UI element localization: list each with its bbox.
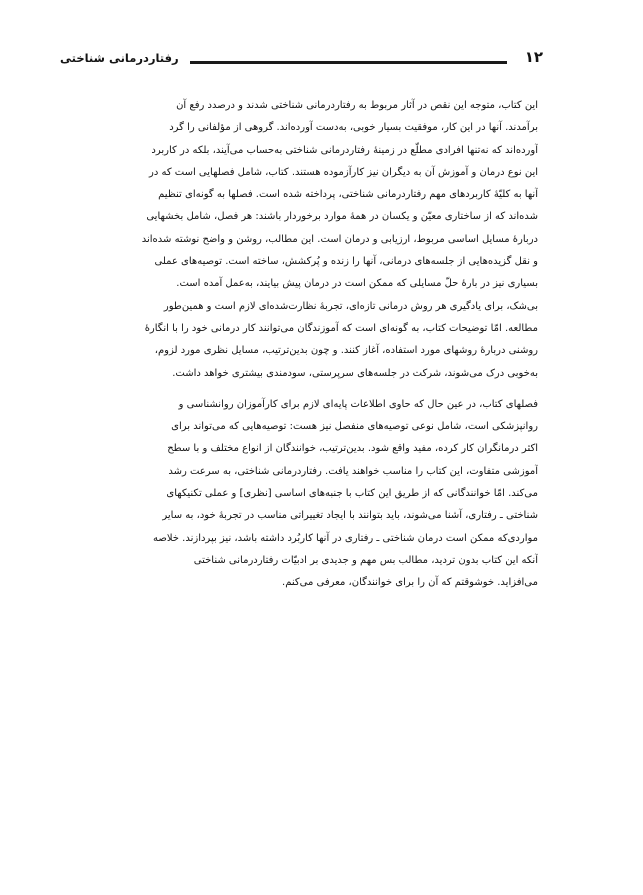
text-line: و نقل گزیده‌هایی از جلسه‌های درمانی، آنها را زنده و پُرکشش، ساخته است. توصیه‌های عملی [154, 256, 538, 268]
text-line: به‌خوبی درک می‌شوند، شرکت در جلسه‌های سرپرستی، سودمندی بیشتری خواهد داشت. [172, 367, 538, 379]
text-line: روانپزشکی است، شامل نوعی توصیه‌های منفصل نیز هست: توصیه‌هایی که می‌تواند برای [171, 421, 538, 433]
text-line: می‌کند. امّا خوانندگانی که از طریق این کتاب با جنبه‌های اساسی [نظری] و عملی تکنیکهای [166, 488, 538, 500]
text-line: شناختی ـ رفتاری، آشنا می‌شوند، باید بتوانند با ایجاد تغییراتی مناسب در تجربهٔ خود، به سایر [162, 510, 538, 522]
text-line: آنکه این کتاب بدون تردید، مطالب بس مهم و جدیدی بر ادبیّات رفتاردرمانی شناختی [193, 554, 538, 566]
paragraph-gap [80, 385, 538, 394]
text-line: می‌افزاید. خوشوقتم که آن را برای خوانندگان، معرفی می‌کنم. [282, 577, 538, 589]
text-line: شده‌اند که از ساختاری معیّن و یکسان در همهٔ موارد برخوردار باشند: هر فصل، شامل بخشهایی [146, 211, 538, 223]
text-line: مواردی‌که ممکن است درمان شناختی ـ رفتاری در آنها کاربُرد داشته باشد، نیز بپردازند. خلاصه [152, 532, 538, 544]
text-line: مطالعه. امّا توضیحات کتاب، به گونه‌ای است که آموزندگان می‌توانند کار درمانی خود را با انگارهٔ [144, 322, 538, 334]
text-line: این نوع درمان و آموزش آن به دیگران نیز کارآزموده هستند. کتاب، شامل فصلهایی است که در [149, 166, 538, 178]
text-line: فصلهای کتاب، در عین حال که حاوی اطلاعات پایه‌ای لازم برای کارآموزان روانشناسی و [178, 398, 538, 410]
text-line: آنها به کلیّهٔ کاربردهای مهم رفتار‌درمانی شناختی، پرداخته شده است. فصلها به گونه‌ای تنظیم [158, 189, 538, 201]
paragraph-1 [80, 95, 538, 385]
text-line: آموزشی متفاوت، این کتاب را مناسب خواهند یافت. رفتاردرمانی شناختی، به سرعت رشد [168, 465, 538, 477]
text-line: اکثر درمانگران کار کرده، مفید واقع شود. بدین‌ترتیب، خوانندگان از انواع مختلف و با سطح [167, 443, 538, 455]
text-line: دربارهٔ مسایل اساسی مربوط، ارزیابی و درمان است. این مطالب، روشن و واضح نوشته شده‌اند [141, 233, 538, 245]
text-line: بسیاری نیز در بارهٔ حلّ مسایلی که ممکن است در درمان پیش بیایند، به‌عمل آمده است. [176, 278, 538, 290]
text-line: بی‌شک، برای یادگیری هر روش درمانی تازه‌ای، تجربهٔ نظارت‌شده‌ای لازم است و همین‌طور [163, 300, 538, 312]
page-number: ۱۲ [524, 48, 543, 66]
text-line: این کتاب، متوجه این نقص در آثار مربوط به رفتار‌درمانی شناختی شدند و درصدد رفع آن [176, 100, 538, 111]
body-text [80, 95, 538, 595]
text-line: برآمدند. آنها در این کار، موفقیت بسیار خوبی، به‌دست آورده‌اند. گروهی از مؤلفانی را گرد [169, 122, 538, 134]
text-line: روشنی دربارهٔ روشهای مورد استفاده، آغاز کنند. و چون بدین‌ترتیب، مسایل نظری مورد لزوم، [154, 345, 538, 357]
running-title: رفتاردرمانی شناختی [60, 51, 179, 65]
header-rule [190, 61, 507, 64]
text-line: آورده‌اند که نه‌تنها افرادی مطلّع در زمینهٔ رفتار‌درمانی شناختی به‌حساب می‌آیند، بلکه در کاربرد [151, 144, 538, 156]
page-header [60, 46, 543, 70]
paragraph-2 [80, 394, 538, 595]
